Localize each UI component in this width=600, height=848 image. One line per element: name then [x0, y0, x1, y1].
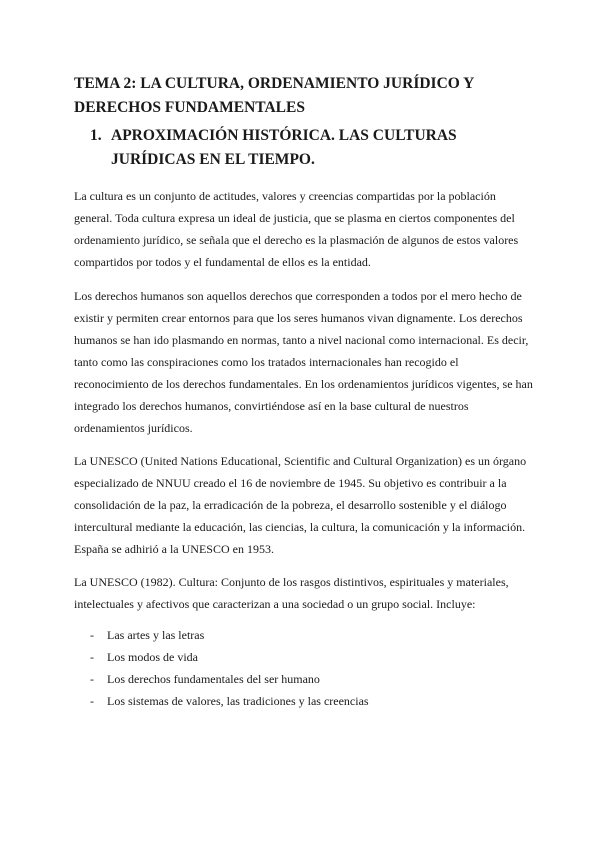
bullet-list [74, 624, 534, 712]
paragraph-human-rights: Los derechos humanos son aquellos derechos que corresponden a todos por el mero hecho de existir y permiten crear entornos para que los seres humanos vivan dignamente. Los derechos humanos se han ido plasmando en normas, tanto a nivel nacional como internacional. Es decir, tanto como las conspiraciones como los tratados internacionales han recogido el reconocimiento de los derechos fundamentales. En los ordenamientos jurídicos vigentes, se han integrado los derechos humanos, convirtiéndose así en la base cultural de nuestros ordenamientos jurídicos. [74, 289, 533, 435]
bullet-dash: - [90, 694, 94, 708]
document-title: TEMA 2: LA CULTURA, ORDENAMIENTO JURÍDICO Y DERECHOS FUNDAMENTALES [74, 75, 474, 116]
paragraph-culture: La cultura es un conjunto de actitudes, valores y creencias compartidas por la población general. Toda cultura expresa un ideal de justicia, que se plasma en ciertos componentes del ordenamiento jurídico, se señala que el derecho es la plasmación de algunos de estos valores compartidos por todos y el fundamental de ellos es la entidad. [74, 189, 519, 269]
list-item [74, 690, 534, 712]
bullet-dash: - [90, 672, 94, 686]
list-item [74, 624, 534, 646]
section-number: 1. [90, 127, 102, 144]
bullet-dash: - [90, 650, 94, 664]
list-item [74, 646, 534, 668]
bullet-dash: - [90, 628, 94, 642]
section-heading-text: APROXIMACIÓN HISTÓRICA. LAS CULTURAS JURÍDICAS EN EL TIEMPO. [111, 127, 457, 168]
list-item-text: Las artes y las letras [107, 628, 205, 642]
paragraph-unesco: La UNESCO (United Nations Educational, Scientific and Cultural Organization) es un órgano especializado de NNUU creado el 16 de noviembre de 1945. Su objetivo es contribuir a la consolidación de la paz, la erradicación de la pobreza, el desarrollo sostenible y el diálogo intercultural mediante la educación, las ciencias, la cultura, la comunicación y la información. España se adhirió a la UNESCO en 1953. [74, 454, 527, 556]
list-item [74, 668, 534, 690]
list-item-text: Los derechos fundamentales del ser humano [107, 672, 320, 686]
paragraph-unesco-definition: La UNESCO (1982). Cultura: Conjunto de los rasgos distintivos, espirituales y materiales, intelectuales y afectivos que caracterizan a una sociedad o un grupo social. Incluye: [74, 575, 509, 611]
list-item-text: Los sistemas de valores, las tradiciones y las creencias [107, 694, 369, 708]
list-item-text: Los modos de vida [107, 650, 198, 664]
section-heading [90, 124, 540, 172]
